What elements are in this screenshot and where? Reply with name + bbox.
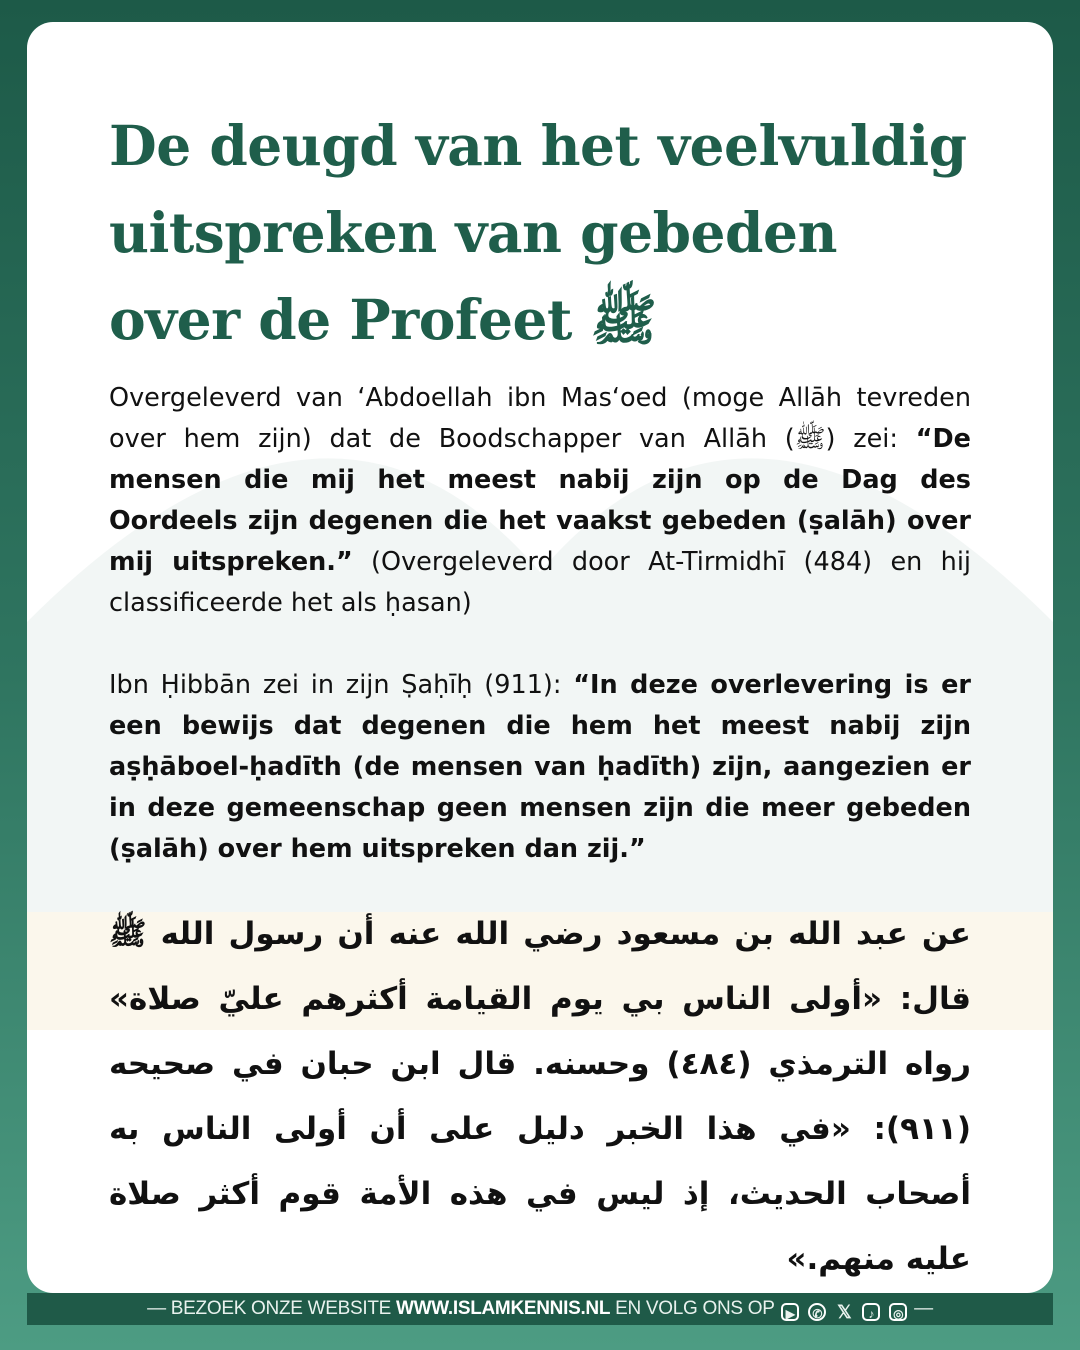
hadith-source: (Overgeleverd door At-Tirmidhī (484) en hij classificeerde het als ḥasan) — [109, 547, 971, 618]
youtube-icon[interactable]: ▶ — [781, 1303, 799, 1321]
commentary-paragraph — [109, 665, 971, 870]
tiktok-icon[interactable]: ♪ — [862, 1303, 880, 1321]
footer-suffix: EN VOLG ONS OP — [610, 1298, 780, 1319]
content-card — [27, 22, 1053, 1293]
website-link[interactable]: WWW.ISLAMKENNIS.NL — [396, 1298, 611, 1319]
commentary-quote: “In deze overlevering is er een bewijs dat degenen die hem het meest nabij zijn aṣḥāboel-ḥadīth (de mensen van ḥadīth) zijn, aangezien er in deze gemeenschap geen mensen zijn die meer gebeden (ṣalāh) over hem uitspreken dan zij.” — [109, 670, 971, 864]
hadith-paragraph — [109, 378, 971, 624]
x-icon[interactable]: 𝕏 — [837, 1302, 852, 1322]
whatsapp-icon[interactable]: ✆ — [808, 1303, 826, 1321]
hadith-intro: Overgeleverd van ‘Abdoellah ibn Mas‘oed (moge Allāh tevreden over hem zijn) dat de Boodschapper van Allāh (ﷺ) zei: — [109, 383, 971, 454]
commentary-intro: Ibn Ḥibbān zei in zijn Ṣaḥīḥ (911): — [109, 670, 574, 700]
instagram-icon[interactable]: ◎ — [889, 1303, 907, 1321]
page-title: De deugd van het veelvuldig uitspreken van gebeden over de Profeet ﷺ — [109, 113, 967, 352]
footer-bar — [27, 1293, 1053, 1325]
footer-prefix: — BEZOEK ONZE WEBSITE — [147, 1298, 397, 1319]
hadith-quote: “De mensen die mij het meest nabij zijn op de Dag des Oordeels zijn degenen die het vaakst gebeden (ṣalāh) over mij uitspreken.” — [109, 424, 971, 577]
footer-end: — — [914, 1298, 933, 1319]
arabic-text: عن عبد الله بن مسعود رضي الله عنه أن رسول الله ﷺ قال: «أولى الناس بي يوم القيامة أكثرهم عليّ صلاة» رواه الترمذي (٤٨٤) وحسنه. قال ابن حبان في صحيحه (٩١١): «في هذا الخبر دليل على أن أولى الناس به أصحاب الحديث، إذ ليس في هذه الأمة قوم أكثر صلاة عليه منهم.» — [109, 916, 971, 1277]
